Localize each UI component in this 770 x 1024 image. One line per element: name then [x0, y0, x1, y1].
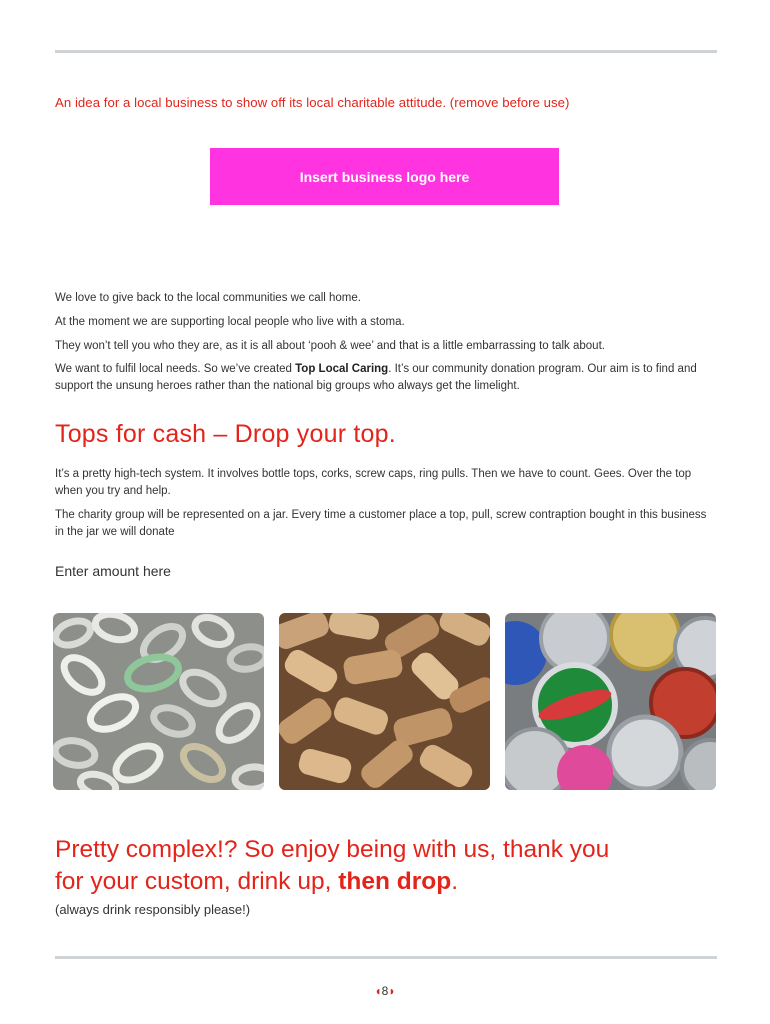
tagline-emphasis: then drop: [338, 868, 452, 895]
intro-p4-text-start: We want to fulfil local needs. So we’ve created: [55, 363, 296, 375]
corks-photo: [279, 613, 490, 790]
tagline-line-2-end: .: [451, 868, 459, 895]
closing-tagline: [55, 834, 735, 898]
donation-amount: Enter amount here: [55, 563, 171, 579]
page-number: [0, 984, 770, 998]
page-number-right-mark: ◗: [388, 984, 396, 998]
intro-p4-text-end: . It’s our community donation program. Our aim is to find and support the unsung heroes rather than the national big groups who always get the limelight.: [55, 363, 697, 392]
section-paragraph-2: The charity group will be represented on a jar. Every time a customer place a top, pull, screw contraption bought in this business in the jar we will donate: [55, 509, 707, 538]
program-name: Top Local Caring: [295, 363, 389, 375]
intro-paragraph-3: They won’t tell you who they are, as it is all about ‘pooh & wee’ and that is a little embarrassing to talk about.: [55, 340, 605, 352]
ring-pulls-photo: [53, 613, 264, 790]
section-paragraph-1: It’s a pretty high-tech system. It involves bottle tops, corks, screw caps, ring pulls. Then we have to count. Gees. Over the top when you try and help.: [55, 468, 692, 497]
intro-paragraph-4: [55, 361, 717, 395]
logo-placeholder: [210, 148, 559, 205]
page-number-value: 8: [381, 984, 389, 998]
top-divider: [55, 50, 717, 53]
logo-placeholder-label: Insert business logo here: [299, 168, 470, 185]
responsible-drinking-note: (always drink responsibly please!): [55, 902, 251, 917]
tagline-line-2-start: for your custom, drink up,: [55, 868, 339, 895]
intro-paragraph-1: We love to give back to the local communities we call home.: [55, 292, 361, 304]
page-number-left-mark: ◖: [374, 984, 382, 998]
intro-paragraph-2: At the moment we are supporting local people who live with a stoma.: [55, 316, 405, 328]
bottom-divider: [55, 956, 717, 959]
section-heading: Tops for cash – Drop your top.: [55, 420, 396, 448]
tagline-line-1: Pretty complex!? So enjoy being with us, thank you: [55, 836, 610, 863]
usage-notice: An idea for a local business to show off its local charitable attitude. (remove before use): [55, 95, 570, 110]
bottle-caps-photo: [505, 613, 716, 790]
